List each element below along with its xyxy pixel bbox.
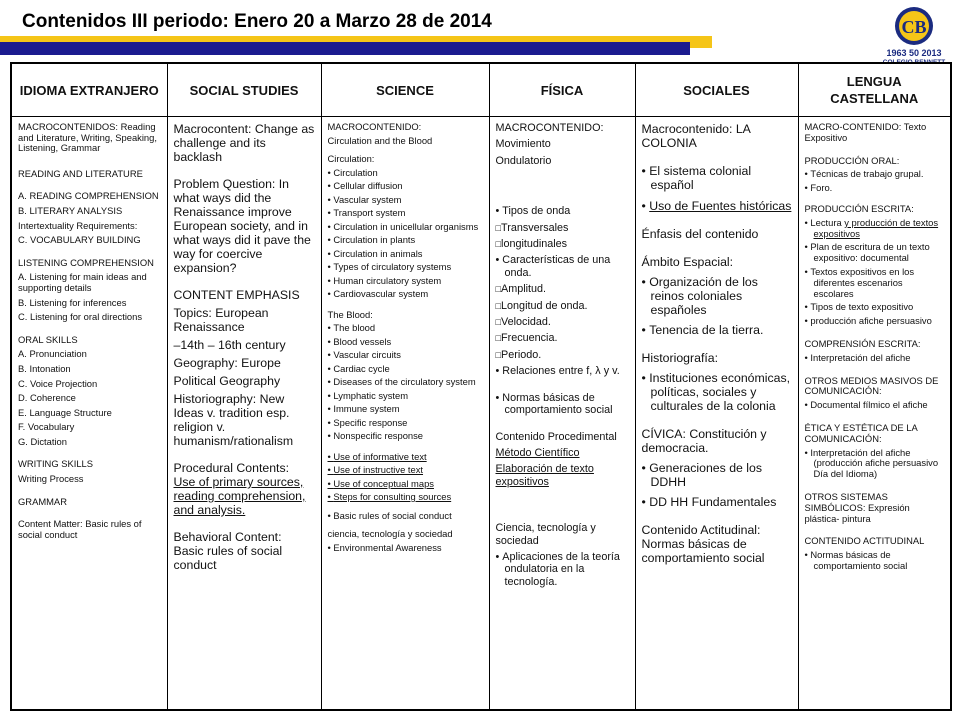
blood-item: • Specific response — [328, 418, 483, 429]
macrocontenido: Macrocontenido: LA COLONIA — [641, 122, 751, 150]
comprension-item: • Interpretación del afiche — [805, 353, 945, 364]
etica-item: • Interpretación del afiche (producción afiche persuasivo Día del Idioma) — [805, 448, 945, 480]
blood-title: The Blood: — [327, 308, 373, 320]
topics: Topics: European Renaissance — [173, 306, 269, 334]
svg-text:CB: CB — [901, 17, 927, 37]
circulation-item: • Circulation — [328, 168, 483, 179]
circulation-item: • Cellular diffusion — [328, 181, 483, 192]
geography: Geography: Europe — [173, 356, 281, 370]
historical-sources-link[interactable]: Uso de Fuentes históricas — [649, 199, 792, 213]
lengua-castellana-cell — [798, 117, 951, 711]
logo-years: 1963 50 2013 — [886, 48, 942, 58]
macrocontenidos: MACROCONTENIDOS: Reading and Literature, Writing, Speaking, Listening, Grammar — [18, 121, 157, 154]
civica: CÍVICA: Constitución y democracia. — [641, 427, 767, 455]
header-social-studies: SOCIAL STUDIES — [167, 63, 321, 117]
procedural-content: Contenido Procedimental — [495, 430, 617, 443]
header-accent-bar-blue — [0, 42, 690, 55]
reading-item: A. READING COMPREHENSION — [18, 190, 159, 202]
expository-reading-link[interactable]: y producción de textos expositivos — [813, 216, 939, 239]
produccion-escrita-title: PRODUCCIÓN ESCRITA: — [804, 202, 914, 214]
environmental-awareness: • Environmental Awareness — [328, 543, 483, 554]
header-sociales: SOCIALES — [635, 63, 798, 117]
skill-link[interactable]: • Steps for consulting sources — [328, 492, 483, 503]
etica-title: ÉTICA Y ESTÉTICA DE LA COMUNICACIÓN: — [804, 421, 918, 444]
expository-text-link[interactable]: Elaboración de texto expositivos — [495, 463, 594, 488]
macro-line: Ondulatorio — [495, 154, 552, 167]
header-row — [11, 63, 951, 117]
listening-item: C. Listening for oral directions — [18, 311, 143, 323]
produccion-escrita-item: • producción afiche persuasivo — [805, 316, 945, 327]
reading-item: Intertextuality Requirements: — [18, 219, 138, 231]
circulation-item: • Circulation in animals — [328, 249, 483, 260]
reading-item: C. VOCABULARY BUILDING — [18, 234, 141, 246]
blood-item: • Vascular circuits — [328, 350, 483, 361]
blood-item: • Lymphatic system — [328, 391, 483, 402]
content-matter: Content Matter: Basic rules of social conduct — [18, 518, 142, 540]
skill-link[interactable]: • Use of instructive text — [328, 465, 483, 476]
cts: Ciencia, tecnología y sociedad — [495, 522, 596, 547]
historiografia-item: • Instituciones económicas, políticas, sociales y culturales de la colonia — [642, 371, 792, 413]
circulation-item: • Types of circulatory systems — [328, 262, 483, 273]
ambito-espacial: Ámbito Espacial: — [641, 255, 734, 269]
produccion-oral-item: • Foro. — [805, 183, 945, 194]
characteristic-item: □ Longitud de onda. — [496, 300, 629, 312]
blood-item: • Nonspecific response — [328, 431, 483, 442]
circulation-item: • Circulation in plants — [328, 235, 483, 246]
applications: • Aplicaciones de la teoría ondulatoria en la tecnología. — [496, 551, 629, 588]
blood-item: • Cardiac cycle — [328, 364, 483, 375]
circulation-item: • Human circulatory system — [328, 276, 483, 287]
writing-skills-title: WRITING SKILLS — [18, 458, 94, 470]
oral-skills-item: D. Coherence — [18, 392, 76, 404]
circulation-item: • Transport system — [328, 208, 483, 219]
medios-item: • Documental fílmico el afiche — [805, 400, 945, 411]
blood-item: • The blood — [328, 323, 483, 334]
actitudinal-item: • Normas básicas de comportamiento social — [805, 550, 945, 572]
listening-item: B. Listening for inferences — [18, 296, 127, 308]
historiografia: Historiografía: — [641, 351, 719, 365]
header-idioma-extranjero: IDIOMA EXTRANJERO — [11, 63, 167, 117]
grammar-title: GRAMMAR — [18, 495, 67, 507]
oral-skills-item: C. Voice Projection — [18, 377, 98, 389]
school-logo — [873, 4, 955, 68]
macrocontent: Macrocontent: Change as challenge and its backlash — [173, 122, 315, 164]
oral-skills-title: ORAL SKILLS — [18, 333, 78, 345]
ambito-item: • Organización de los reinos coloniales españoles — [642, 275, 792, 317]
characteristic-item: □ Velocidad. — [496, 316, 629, 328]
actitudinal-title: CONTENIDO ACTITUDINAL — [804, 535, 925, 547]
colonia-item: • El sistema colonial español — [642, 164, 792, 192]
blood-item: • Immune system — [328, 404, 483, 415]
macro-contenido: MACRO-CONTENIDO: Texto Expositivo — [804, 121, 927, 143]
content-row — [11, 117, 951, 711]
macro-label: MACROCONTENIDO: — [327, 121, 422, 132]
political-geography: Political Geography — [173, 374, 281, 388]
circulation-item: • Vascular system — [328, 195, 483, 206]
procedural-link[interactable]: Use of primary sources, reading comprehension, and analysis. — [173, 475, 306, 517]
contenido-actitudinal: Contenido Actitudinal: Normas básicas de comportamiento social — [641, 523, 765, 565]
characteristic-item: □ Amplitud. — [496, 283, 629, 295]
circulation-title: Circulation: — [327, 153, 375, 164]
oral-skills-item: B. Intonation — [18, 362, 71, 374]
listening-title: LISTENING COMPREHENSION — [18, 256, 154, 268]
wave-types: • Tipos de onda — [496, 205, 629, 217]
produccion-escrita-item: • Plan de escritura de un texto expositivo: documental — [805, 242, 945, 264]
header-lengua-castellana: LENGUA CASTELLANA — [798, 63, 951, 117]
content-emphasis: CONTENT EMPHASIS — [173, 288, 300, 302]
header-fisica: FÍSICA — [489, 63, 635, 117]
writing-skills-item: Writing Process — [18, 473, 84, 485]
ambito-item: • Tenencia de la tierra. — [642, 323, 792, 337]
characteristic-item: □ Periodo. — [496, 349, 629, 361]
produccion-oral-item: • Técnicas de trabajo grupal. — [805, 169, 945, 180]
civica-item: • Generaciones de los DDHH — [642, 461, 792, 489]
oral-skills-item: A. Pronunciation — [18, 348, 87, 360]
social-studies-cell — [167, 117, 321, 711]
characteristic-item: □ Frecuencia. — [496, 332, 629, 344]
reading-title: READING AND LITERATURE — [18, 167, 143, 179]
behavioral-content: Behavioral Content: Basic rules of social conduct — [173, 530, 283, 572]
idioma-extranjero-cell — [11, 117, 167, 711]
scientific-method-link[interactable]: Método Científico — [495, 446, 580, 459]
wave-type-item: □ Transversales — [496, 222, 629, 234]
civica-item: • DD HH Fundamentales — [642, 495, 792, 509]
problem-question: Problem Question: In what ways did the Renaissance improve European society, and in what ways did it pave the way for coercive expansion? — [173, 177, 311, 275]
oral-skills-item: G. Dictation — [18, 435, 67, 447]
century: –14th – 16th century — [173, 338, 286, 352]
wave-type-item: □ longitudinales — [496, 238, 629, 250]
logo-name: COLEGIO BENNETT — [882, 59, 946, 66]
circulation-item: • Cardiovascular system — [328, 289, 483, 300]
oral-skills-item: F. Vocabulary — [18, 421, 75, 433]
fisica-cell — [489, 117, 635, 711]
emphasis: Énfasis del contenido — [641, 227, 759, 241]
procedural-label: Procedural Contents: — [173, 461, 290, 475]
cts: ciencia, tecnología y sociedad — [327, 528, 453, 539]
listening-item: A. Listening for main ideas and supporting details — [18, 271, 147, 293]
macro-label: MACROCONTENIDO: — [495, 122, 604, 134]
medios-title: OTROS MEDIOS MASIVOS DE COMUNICACIÓN: — [804, 374, 939, 397]
produccion-escrita-item: • Textos expositivos en los diferentes escenarios escolares — [805, 267, 945, 299]
contents-table — [10, 62, 952, 711]
reading-item: B. LITERARY ANALYSIS — [18, 204, 123, 216]
skill-link[interactable]: • Use of informative text — [328, 452, 483, 463]
blood-item: • Diseases of the circulatory system — [328, 377, 483, 388]
basic-rules: • Basic rules of social conduct — [328, 511, 483, 522]
wave-characteristics: • Características de una onda. — [496, 254, 629, 279]
produccion-oral-title: PRODUCCIÓN ORAL: — [804, 154, 900, 166]
page-title: Contenidos III periodo: Enero 20 a Marzo 28 de 2014 — [22, 11, 492, 32]
social-norms: • Normas básicas de comportamiento social — [496, 392, 629, 417]
header-science: SCIENCE — [321, 63, 489, 117]
produccion-escrita-item: • Tipos de texto expositivo — [805, 302, 945, 313]
sociales-cell — [635, 117, 798, 711]
circulation-item: • Circulation in unicellular organisms — [328, 222, 483, 233]
skill-link[interactable]: • Use of conceptual maps — [328, 479, 483, 490]
science-cell — [321, 117, 489, 711]
relations: • Relaciones entre f, λ y v. — [496, 365, 629, 377]
oral-skills-item: E. Language Structure — [18, 406, 112, 418]
comprension-title: COMPRENSIÓN ESCRITA: — [804, 337, 921, 349]
historiography: Historiography: New Ideas v. tradition esp. religion v. humanism/rationalism — [173, 392, 294, 448]
macro-line: Movimiento — [495, 138, 551, 151]
blood-item: • Blood vessels — [328, 337, 483, 348]
sistemas-simbolicos: OTROS SISTEMAS SIMBÓLICOS: Expresión plástica- pintura — [804, 490, 910, 524]
macro-value: Circulation and the Blood — [327, 134, 433, 146]
produccion-escrita-item: • Lectura y producción de textos expositivos — [805, 218, 945, 240]
